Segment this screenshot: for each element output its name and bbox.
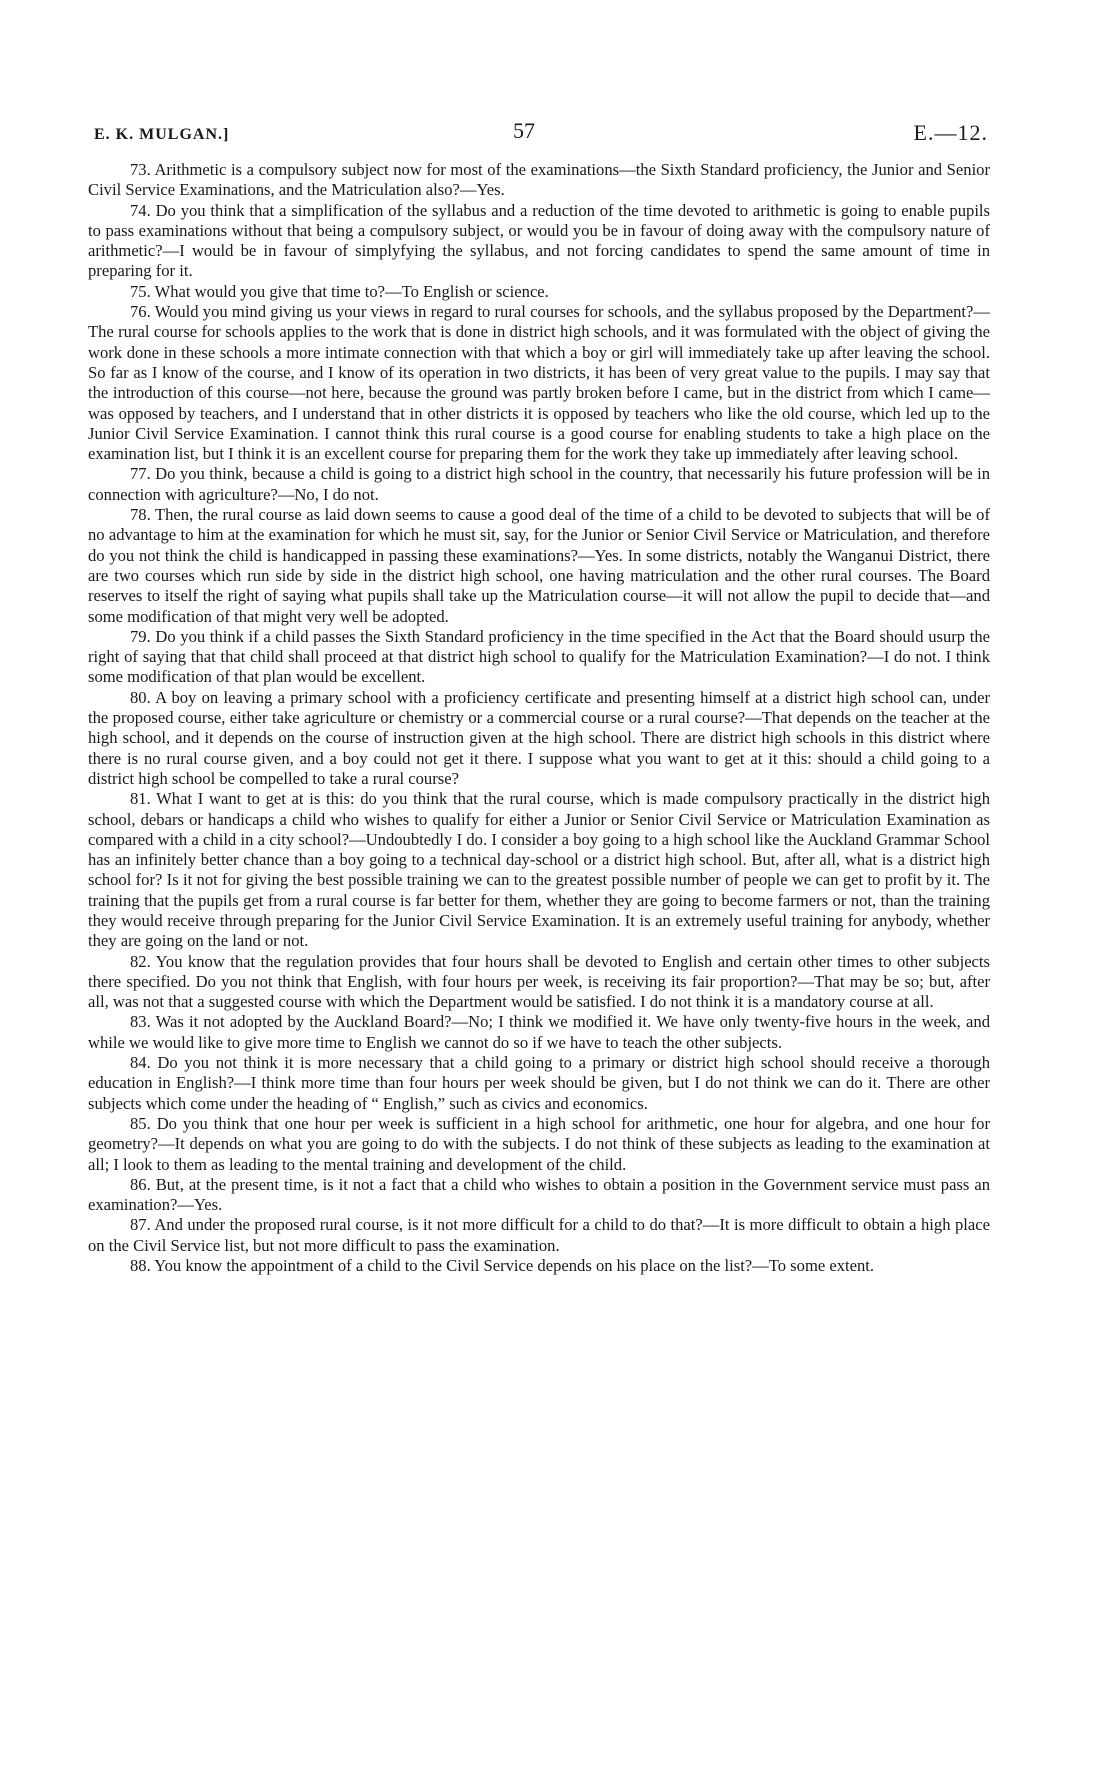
witness-name: E. K. MULGAN.]	[94, 126, 230, 143]
document-reference: E.—12.	[913, 120, 988, 145]
question-80: 80. A boy on leaving a primary school with a proficiency certificate and presenting himself at a district high school can, under the proposed course, either take agriculture or chemistry or a commercial course or a rural course?—That depends on the teacher at the high school, and it depends on the course of instruction given at the high school. There are district high schools in this district where there is no rural course given, and a boy could not get it there. I suppose what you want to get at it this: should a child going to a district high school be compelled to take a rural course?	[88, 687, 990, 788]
question-82: 82. You know that the regulation provides that four hours shall be devoted to English and certain other times to other subjects there specified. Do you not think that English, with four hours per week, is receiving its fair proportion?—That may be so; but, after all, was not that a suggested course with which the Department would be satisfied. I do not think it is a mandatory course at all.	[88, 951, 990, 1012]
question-79: 79. Do you think if a child passes the Sixth Standard proficiency in the time specified in the Act that the Board should usurp the right of saying that that child shall proceed at that district high school to qualify for the Matriculation Examination?—I do not. I think some modification of that plan would be excellent.	[88, 626, 990, 687]
body-text	[88, 160, 990, 1276]
question-76: 76. Would you mind giving us your views in regard to rural courses for schools, and the syllabus proposed by the Department?—The rural course for schools applies to the work that is done in district high schools, and it was formulated with the object of giving the work done in these schools a more intimate connection with that which a boy or girl will immediately take up after leaving the school. So far as I know of the course, and I know of its operation in two districts, it has been of very great value to the pupils. I may say that the introduction of this course—not here, because the ground was partly broken before I came, but in the district from which I came—was opposed by teachers, and I understand that in other districts it is opposed by teachers who like the old course, which led up to the Junior Civil Service Examination. I cannot think this rural course is a good course for enabling students to take a high place on the examination list, but I think it is an excellent course for preparing them for the work they take up immediately after leaving school.	[88, 302, 990, 464]
question-88: 88. You know the appointment of a child to the Civil Service depends on his place on the list?—To some extent.	[130, 1256, 875, 1276]
document-page	[88, 118, 990, 1276]
question-84: 84. Do you not think it is more necessary that a child going to a primary or district high school should receive a thorough education in English?—I think more time than four hours per week should be given, but I do not think we can do it. There are other subjects which come under the heading of “ English,” such as civics and economics.	[88, 1053, 990, 1113]
page-header	[88, 118, 990, 152]
question-83: 83. Was it not adopted by the Auckland Board?—No; I think we modified it. We have only twenty-five hours in the week, and while we would like to give more time to English we cannot do so if we have to teach the other subjects.	[88, 1012, 990, 1052]
page-number: 57	[513, 118, 535, 143]
question-86: 86. But, at the present time, is it not a fact that a child who wishes to obtain a position in the Government service must pass an examination?—Yes.	[88, 1174, 990, 1215]
question-85: 85. Do you think that one hour per week is sufficient in a high school for arithmetic, one hour for algebra, and one hour for geometry?—It depends on what you are going to do with the subjects. I do not think of these subjects as leading to the examination at all; I look to them as leading to the mental training and development of the child.	[88, 1113, 990, 1174]
question-81: 81. What I want to get at is this: do you think that the rural course, which is made compulsory practically in the district high school, debars or handicaps a child who wishes to qualify for either a Junior or Senior Civil Service or Matriculation Examination as compared with a child in a city school?—Undoubtedly I do. I consider a boy going to a high school like the Auckland Grammar School has an infinitely better chance than a boy going to a technical day-school or a district high school. But, after all, what is a district high school for? Is it not for giving the best possible training we can to the greatest possible number of people we can get to profit by it. The training that the pupils get from a rural course is far better for them, whether they are going to become farmers or not, than the training they would receive through preparing for the Junior Civil Service Examination. It is an extremely useful training for anybody, whether they are going on the land or not.	[88, 789, 990, 951]
question-78: 78. Then, the rural course as laid down seems to cause a good deal of the time of a child to be devoted to subjects that will be of no advantage to him at the examination for which he must sit, say, for the Junior or Senior Civil Service or Matriculation, and therefore do you not think the child is handicapped in passing these examinations?—Yes. In some districts, notably the Wanganui District, there are two courses which run side by side in the district high school, one having matriculation and the other rural courses. The Board reserves to itself the right of saying what pupils shall take up the Matriculation course—it will not allow the pupil to decide that—and some modification of that might very well be adopted.	[88, 505, 990, 626]
question-73: 73. Arithmetic is a compulsory subject now for most of the examinations—the Sixth Standard proficiency, the Junior and Senior Civil Service Examinations, and the Matriculation also?—Yes.	[88, 160, 990, 200]
question-75: 75. What would you give that time to?—To English or science.	[130, 281, 549, 301]
question-77: 77. Do you think, because a child is going to a district high school in the country, that necessarily his future profession will be in connection with agriculture?—No, I do not.	[88, 464, 990, 504]
question-87: 87. And under the proposed rural course, is it not more difficult for a child to do that?—It is more difficult to obtain a high place on the Civil Service list, but not more difficult to pass the examination.	[88, 1215, 990, 1255]
question-74: 74. Do you think that a simplification of the syllabus and a reduction of the time devoted to arithmetic is going to enable pupils to pass examinations without that being a compulsory subject, or would you be in favour of doing away with the compulsory nature of arithmetic?—I would be in favour of simplyfying the syllabus, and not forcing candidates to spend the same amount of time in preparing for it.	[88, 200, 990, 281]
